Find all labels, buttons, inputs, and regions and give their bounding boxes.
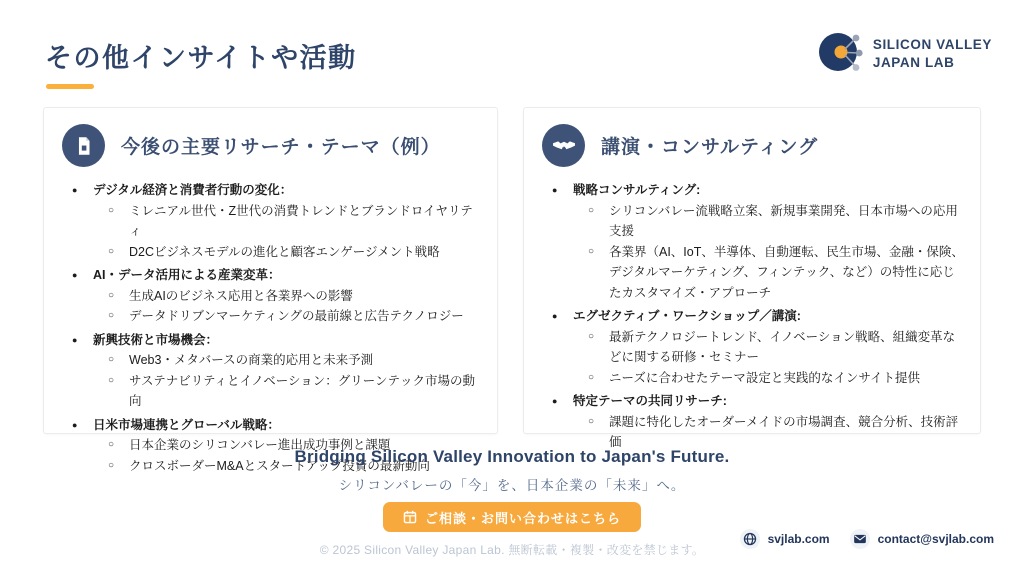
consulting-subitem: ○ 最新テクノロジートレンド、イノベーション戦略、組織変革などに関する研修・セミナー [588,327,966,368]
website-link[interactable] [740,529,830,549]
sub-bullet-icon: ○ [108,289,115,301]
sub-bullet-icon: ○ [588,245,595,257]
sub-bullet-icon: ○ [588,204,595,216]
website-label: svjlab.com [767,532,830,546]
research-themes-list [44,180,497,476]
page-title: その他インサイトや活動 [45,43,357,73]
sub-bullet-icon: ○ [108,204,115,216]
research-topic: ● 新興技術と市場機会： [72,330,483,351]
research-themes-title: 今後の主要リサーチ・テーマ（例） [121,137,441,158]
email-link[interactable] [850,529,994,549]
research-topic: ● デジタル経済と消費者行動の変化： [72,180,483,201]
consulting-topic: ● 特定テーマの共同リサーチ: [552,391,966,412]
bullet-icon: ● [552,311,558,321]
handshake-icon [542,124,585,167]
mail-icon [850,529,870,549]
contact-cta-label: ご相談・お問い合わせはこちら [424,510,622,526]
consulting-topic: ● 戦略コンサルティング: [552,180,966,201]
research-themes-card-header [44,108,497,167]
consulting-list [524,180,980,453]
title-underline [46,84,94,89]
research-topic: ● 日米市場連携とグローバル戦略： [72,415,483,436]
consulting-subitem: ○ 課題に特化したオーダーメイドの市場調査、競合分析、技術評価 [588,412,966,453]
consulting-card-header [524,108,980,167]
research-subitem: ○ データドリブンマーケティングの最前線と広告テクノロジー [108,306,483,327]
sub-bullet-icon: ○ [108,310,115,321]
tagline-japanese: シリコンバレーの「今」を、日本企業の「未来」へ。 [338,478,686,493]
consulting-subitem: ○ ニーズに合わせたテーマ設定と実践的なインサイト提供 [588,368,966,389]
bullet-icon: ● [552,185,558,195]
calendar-icon [403,510,417,524]
sub-bullet-icon: ○ [108,459,115,471]
logo-text [873,36,992,71]
research-subitem: ○ 日本企業のシリコンバレー進出成功事例と課題 [108,435,483,456]
consulting-subitem: ○ 各業界（AI、IoT、半導体、自動運転、民生市場、金融・保険、デジタルマーケティング、フィンテック、など）の特性に応じたカスタマイズ・アプローチ [588,242,966,304]
sub-bullet-icon: ○ [108,374,115,386]
research-topic: ● AI・データ活用による産業変革： [72,265,483,286]
bullet-icon: ● [72,185,78,195]
sub-bullet-icon: ○ [108,245,115,257]
sub-bullet-icon: ○ [588,415,595,427]
email-label: contact@svjlab.com [877,532,994,546]
company-logo [817,28,992,79]
research-subitem: ○ ミレニアル世代・Z世代の消費トレンドとブランドロイヤリティ [108,201,483,242]
bullet-icon: ● [72,270,78,280]
bullet-icon: ● [552,396,558,406]
tagline-english: Bridging Silicon Valley Innovation to Japan's Future. [294,447,730,466]
research-subitem: ○ クロスボーダーM&Aとスタートアップ投資の最新動向 [108,456,483,477]
research-subitem: ○ D2Cビジネスモデルの進化と顧客エンゲージメント戦略 [108,242,483,263]
contact-info [736,527,998,551]
contact-cta-button[interactable] [383,502,641,532]
globe-icon [740,529,760,549]
research-subitem: ○ Web3・メタバースの商業的応用と未来予測 [108,350,483,371]
sub-bullet-icon: ○ [108,354,115,365]
document-icon [62,124,105,167]
consulting-subitem: ○ シリコンバレー流戦略立案、新規事業開発、日本市場への応用支援 [588,201,966,242]
logo-mark-icon [817,28,863,79]
logo-line2: JAPAN LAB [872,54,955,70]
sub-bullet-icon: ○ [108,439,115,450]
sub-bullet-icon: ○ [588,330,595,342]
research-themes-card [43,107,498,473]
bullet-icon: ● [72,334,78,345]
research-subitem: ○ サステナビリティとイノベーション：グリーンテック市場の動向 [108,371,483,412]
consulting-card [523,107,981,449]
research-subitem: ○ 生成AIのビジネス応用と各業界への影響 [108,286,483,307]
bullet-icon: ● [72,419,78,430]
sub-bullet-icon: ○ [588,371,595,383]
logo-line1: SILICON VALLEY [872,36,992,52]
consulting-topic: ● エグゼクティブ・ワークショップ／講演: [552,306,966,327]
copyright-notice: © 2025 Silicon Valley Japan Lab. 無断転載・複製・改変を禁じます。 [319,543,705,557]
consulting-title: 講演・コンサルティング [601,137,819,158]
